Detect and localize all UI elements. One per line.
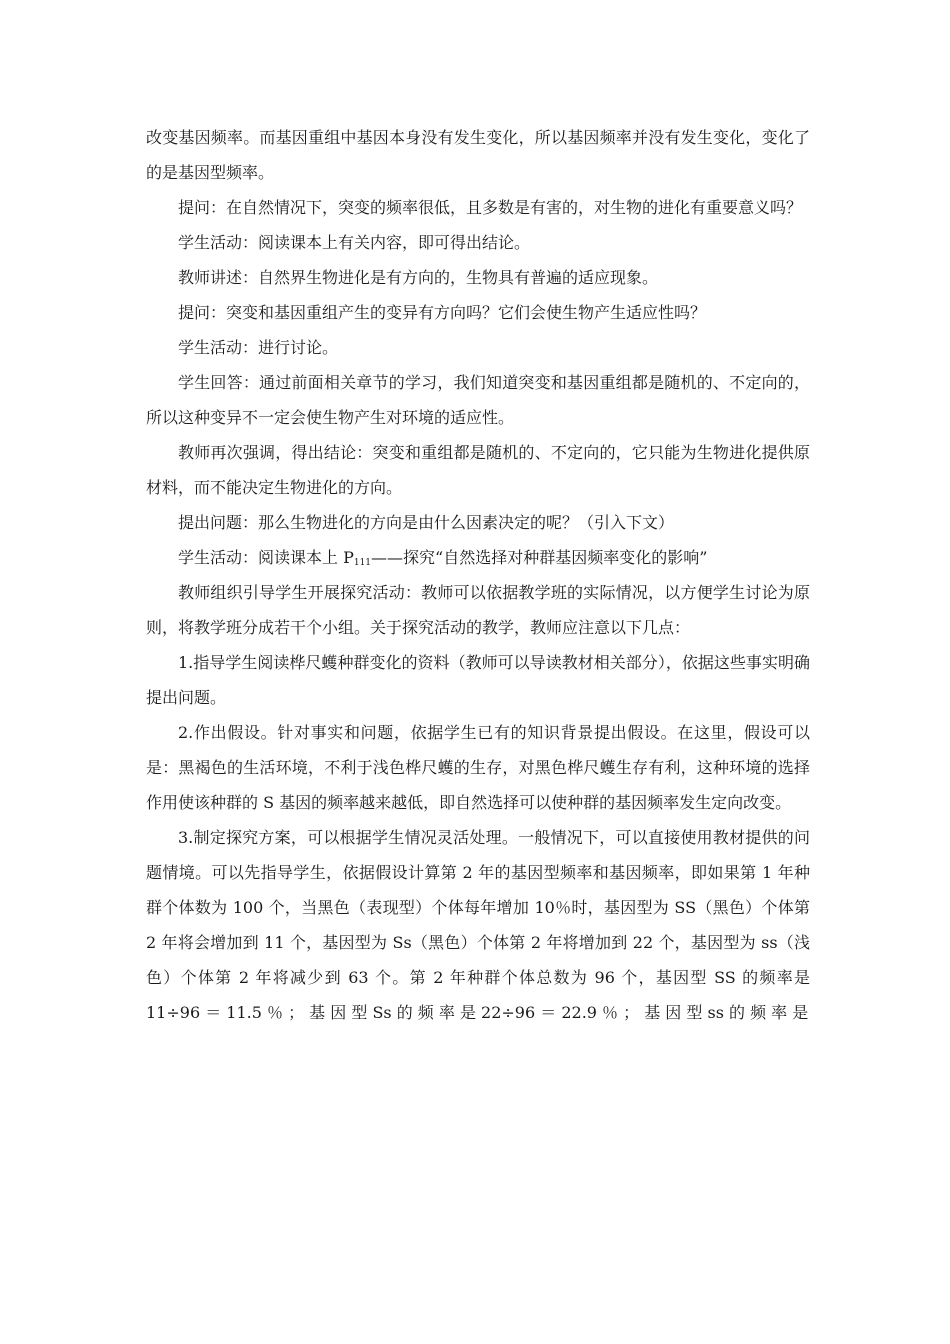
explore-text-before: 学生活动：阅读课本上 P (178, 548, 354, 567)
paragraph-continuation: 改变基因频率。而基因重组中基因本身没有发生变化，所以基因频率并没有发生变化，变化了的是基因型频率。 (146, 128, 810, 182)
paragraph-teacher-narration: 教师讲述：自然界生物进化是有方向的，生物具有普遍的适应现象。 (178, 268, 659, 287)
paragraph-step-1: 1.指导学生阅读桦尺蠖种群变化的资料（教师可以导读教材相关部分），依据这些事实明确提出问题。 (146, 653, 810, 707)
paragraph-student-discussion: 学生活动：进行讨论。 (178, 338, 339, 357)
explore-text-after: ——探究“自然选择对种群基因频率变化的影响” (371, 548, 708, 567)
paragraph-student-answer: 学生回答：通过前面相关章节的学习，我们知道突变和基因重组都是随机的、不定向的，所以这种变异不一定会使生物产生对环境的适应性。 (146, 373, 810, 427)
paragraph-question-direction: 提问：突变和基因重组产生的变异有方向吗？它们会使生物产生适应性吗？ (178, 303, 707, 322)
paragraph-teacher-organize: 教师组织引导学生开展探究活动：教师可以依据教学班的实际情况，以方便学生讨论为原则，将教学班分成若干个小组。关于探究活动的教学，教师应注意以下几点： (146, 583, 810, 637)
page-subscript: 111 (353, 558, 372, 568)
paragraph-step-3: 3.制定探究方案，可以根据学生情况灵活处理。一般情况下，可以直接使用教材提供的问题情境。可以先指导学生，依据假设计算第 2 年的基因型频率和基因频率，即如果第 1 年种群个体数为 100 个，当黑色（表现型）个体每年增加 10％时，基因型为 SS（黑色）个体第 2 年将会增加到 11 个，基因型为 Ss（黑色）个体第 2 年将增加到 22 个，基因型为 ss（浅色）个体第 2 年将减少到 63 个。第 2 年种群个体总数为 96 个，基因型 SS 的频率是 11÷96 ＝ 11.5 ％ ； 基 因 型 Ss 的 频 率 是 22÷96 ＝ 22.9 ％ ； 基 因 型 ss 的 频 率 是 (146, 828, 810, 1022)
paragraph-teacher-conclusion: 教师再次强调，得出结论：突变和重组都是随机的、不定向的，它只能为生物进化提供原材料，而不能决定生物进化的方向。 (146, 443, 810, 497)
paragraph-student-explore (146, 540, 810, 575)
paragraph-question-mutation: 提问：在自然情况下，突变的频率很低，且多数是有害的，对生物的进化有重要意义吗？ (178, 198, 803, 217)
document-body (146, 120, 810, 1030)
paragraph-raise-question: 提出问题：那么生物进化的方向是由什么因素决定的呢？（引入下文） (178, 513, 675, 532)
paragraph-student-reading: 学生活动：阅读课本上有关内容，即可得出结论。 (178, 233, 531, 252)
paragraph-step-2: 2.作出假设。针对事实和问题，依据学生已有的知识背景提出假设。在这里，假设可以是：黑褐色的生活环境，不利于浅色桦尺蠖的生存，对黑色桦尺蠖生存有利，这种环境的选择作用使该种群的 S 基因的频率越来越低，即自然选择可以使种群的基因频率发生定向改变。 (146, 723, 810, 812)
